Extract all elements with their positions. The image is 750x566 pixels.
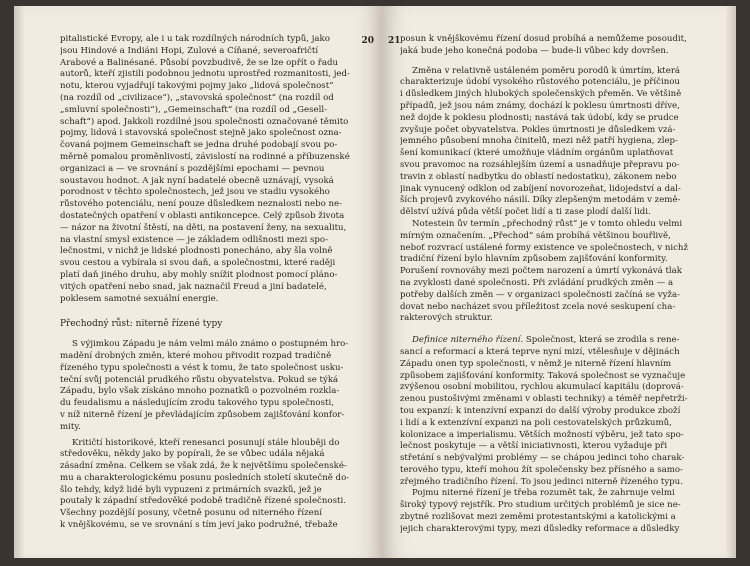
section-heading: Přechodný růst: niterně řízené typy [60,319,223,330]
text-line: Západu onen typ společnosti, v němž je niterně řízení hlavním [400,358,672,369]
text-line: porodnost v těchto společnostech, jež jsou ve stadiu vysokého [60,187,330,198]
text-line: sancí a reformací a která teprve nyní mizí, vtělesňuje v dějinách [400,346,680,357]
text-line: travin z oblastí nadbytku do oblastí nedostatku), zákonem nebo [400,171,677,182]
text-line: široký typový rejstřík. Pro studium určitých problémů je sice ne- [400,500,681,511]
right-page [382,6,736,558]
text-line: řízeného typu společnosti a vést k tomu, že tato společnost usku- [60,362,344,373]
text-run: Společnost, která se zrodila s rene- [523,335,680,346]
page-edge [726,6,736,558]
paragraph [400,335,716,488]
text-line: šení komunikací (které umožňuje vládním orgánům uplatňovat [400,148,674,159]
text-line: tradiční řízení bylo hlavním způsobem zajišťování konformity. [400,254,668,265]
text-line: svou cestou a vybírala si svou daň, a společnostmi, které raději [60,258,336,269]
text-line: i lidí a k extenzívní expanzi na poli cestovatelských průzkumů, [400,417,672,428]
right-page-text [400,34,716,536]
text-line: jinak vynucený odklon od zabíjení novorozeňat, lidojedství a dal- [400,183,681,194]
text-line: Západu, bylo však získáno mnoho poznatků o pozvolném rozkla- [60,386,340,397]
book-spread [14,6,736,558]
left-page-text [60,34,356,532]
text-line: případů, jež jsou nám známy, dochází k poklesu úmrtnosti dříve, [400,100,680,111]
text-line: střetání s nebývalými problémy — se chápou jedinci toho charak- [400,453,685,464]
text-line: i důsledkem jiných hlubokých společenských přeměn. Ve většině [400,89,682,100]
page-number: 21 [388,36,401,46]
text-line: svou pravomoc na rozsáhlejším území a usnadňuje přepravu po- [400,159,680,170]
text-line: autorů, kteří zjistili podobnou jednotu uprostřed rozmanitosti, jed- [60,69,350,80]
text-line: posun k vnějškovému řízení dosud probíhá a nemůžeme posoudit, [400,34,687,44]
text-line: pitalistické Evropy, ale i u tak rozdílných národních typů, jako [60,34,330,44]
text-line: madění drobných změn, které mohou přivodit rozpad tradičně [60,350,332,361]
text-line: zřejmého tradičního řízení. To jsou jedinci niterně řízeného typu. [400,476,683,487]
text-line: Změna v relativně ustáleném poměru porodů k úmrtím, která [412,65,681,76]
text-line: mu a charakterologickému posunu posledních století skutečně do- [60,472,350,483]
paragraph [60,339,356,433]
subsection-heading: Definice niterného řízení. [412,335,524,346]
text-line: terového typu, kteří mohou žít společensky bez přísného a samo- [400,464,683,475]
page-edge [14,6,24,558]
text-line: platí daň jiného druhu, aby mohly snížit plodnost pomocí pláno- [60,269,338,280]
text-line: Kritičtí historikové, kteří renesanci posunují stále hlouběji do [72,437,340,448]
text-line: způsobem zajišťování konformity. Taková společnost se vyznačuje [400,370,686,381]
text-line: na zvyklosti dané společnosti. Při zvládání prudkých změn — a [400,277,674,288]
page-number: 20 [361,36,374,46]
left-page [14,6,382,558]
text-line: lečnost poskytuje — a větší iniciativnosti, kterou vyžaduje při [400,441,668,452]
text-line: rakterových struktur. [400,313,493,324]
text-line: organizaci a — ve srovnání s pozdějšími epochami — pevnou [60,163,325,174]
text-line: poklesem samotné sexuální energie. [60,293,219,304]
text-line: středověku, někdy jako by popírali, že se vůbec udála nějaká [60,449,325,460]
text-line: vitých opatření nebo snad, jak naznačil Freud a jiní badatelé, [60,281,327,292]
text-line: kolonizace a imperialismu. Větších možností výběru, jež tato spo- [400,429,684,440]
paragraph [400,219,716,325]
text-line: jaká bude jeho konečná podoba — bude-li vůbec kdy dovršen. [400,45,669,56]
paragraph [60,34,356,305]
text-line: zvyšuje počet obyvatelstva. Pokles úmrtnosti je důsledkem vzá- [400,124,676,135]
text-line: lečnostmi, v nichž je lidské plodnosti ponecháno, aby šla volně [60,246,333,257]
text-line: růstového potenciálu, není pouze důsledkem neznalosti nebo ne- [60,199,343,210]
text-line: dělství užívá půda větší počet lidí a ti zase plodí další lidi. [400,207,651,218]
text-line: Notestein ův termín „přechodný růst“ je v tomto ohledu velmi [412,218,683,229]
text-line: (na rozdíl od „civilizace“), „stavovská společnost“ (na rozdíl od [60,92,334,103]
text-line: měrně pomalou proměnlivostí, závislostí na rodinné a příbuzenské [60,151,350,162]
text-line: čovaná pojmem Gemeinschaft se jedna druhé podobají svou po- [60,140,338,151]
text-line: dovat nebo nacházet svou příležitost zcela nové seskupení cha- [400,301,676,312]
text-line: schaft“) apod. Jakkoli rozdílné jsou společnosti označované těmito [60,116,349,127]
text-line [400,335,716,347]
text-line: soustavou hodnot. A jak nyní badatelé obecně uznávají, vysoká [60,175,334,186]
paragraph [400,488,716,535]
text-line: na vlastní smysl existence — je základem odlišnosti mezi spo- [60,234,328,245]
text-line: ších projevů zvykového násilí. Díky zlepšeným metodám v země- [400,195,681,206]
text-line: poutaly k západní středověké podobě tradičně řízené společnosti. [60,496,346,507]
text-line: neboť rozvrací ustálené formy existence ve společnostech, v nichž [400,242,688,253]
text-line: notu, kterou vyjadřují takovými pojmy jako „lidová společnost“ [60,81,334,92]
text-line: zenou pustošivými změnami v oblasti techniky) a téměř nepřetrži- [400,394,688,405]
text-line: pojmy, lidová i stavovská společnost stejně jako společnost ozna- [60,128,342,139]
text-line: v níž niterně řízení je převládajícím způsobem zajišťování konfor- [60,409,345,420]
text-line: charakterizuje údobí vysokého růstového potenciálu, je příčinou [400,77,680,88]
text-line: zásadní změna. Celkem se však zdá, že k největšímu společenské- [60,461,347,472]
text-line: zvýšenou osobní mobilitou, rychlou akumulací kapitálu (doprová- [400,382,684,393]
text-line: jejich charakterovými typy, mezi důsledky reformace a důsledky [400,523,680,534]
text-line: du feudalismu a následujícím zrodu takového typu společnosti, [60,398,334,409]
text-line: šlo tehdy, když lidé byli vypuzeni z primárních svazků, jež je [60,484,322,495]
text-line: než dojde k poklesu plodnosti; nastává tak údobí, kdy se prudce [400,112,679,123]
text-line: mity. [60,421,81,432]
text-line: tou expanzí: k intenzívní expanzi do další výroby produkce zboží [400,405,681,416]
text-line: dostatečných opatření v oblasti antikoncepce. Celý způsob života [60,210,345,221]
text-line: „smluvní společnosti“), „Gemeinschaft“ (na rozdíl od „Gesell- [60,104,327,115]
paragraph [60,438,356,532]
text-line: Porušení rovnováhy mezi počtem narození a úmrtí vykonává tlak [400,266,682,277]
text-line: — názor na životní štěstí, na děti, na postavení ženy, na sexualitu, [60,222,347,233]
text-line: Všechny pozdější posuny, včetně posunu od niterného řízení [60,508,322,519]
text-line: mírným označením. „Přechod“ sám probíhá většinou bouřlivě, [400,230,671,241]
text-line: S výjimkou Západu je nám velmi málo známo o postupném hro- [72,339,349,350]
text-line: Pojmu niterné řízení je třeba rozumět tak, že zahrnuje velmi [412,488,675,499]
paragraph [400,34,716,58]
text-line: teční svůj potenciál prudkého růstu obyvatelstva. Pokud se týká [60,374,339,385]
text-line: k vnějškovému, se ve srovnání s tím jeví jako podružné, třebaže [60,520,338,531]
text-line: jemného působení mnoha činitelů, mezi něž patří hygiena, zlep- [400,136,678,147]
text-line: Arabové a Balinésané. Působí povzbudivě, že se lze opřít o řadu [60,57,339,68]
text-line: jsou Hindové a Indiáni Hopi, Zulové a Číňané, severoafričtí [60,45,319,56]
text-line: potřeby dalších změn — v organizaci společnosti začíná se vyža- [400,289,680,300]
paragraph [400,66,716,219]
text-line: zbytné rozlišovat mezi zeměmi protestantskými a katolickými a [400,512,676,523]
